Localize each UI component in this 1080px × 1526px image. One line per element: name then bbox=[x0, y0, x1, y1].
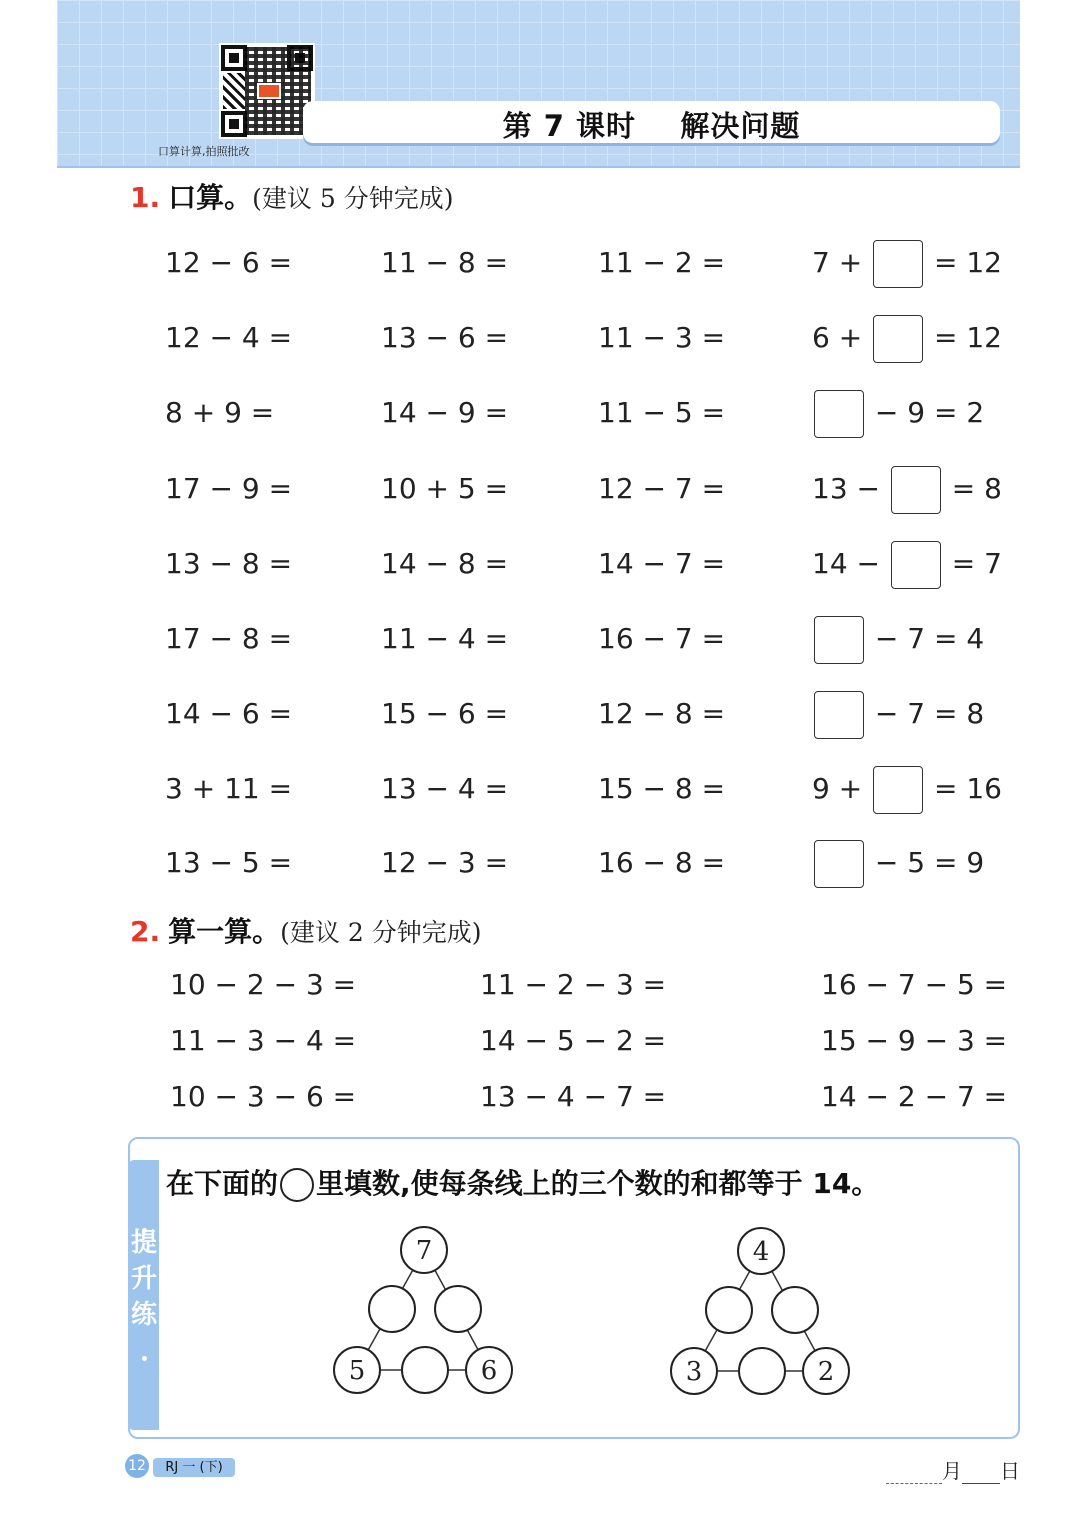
math-problem: 12 − 6 = bbox=[165, 246, 293, 279]
problem-suffix: = 12 bbox=[925, 321, 1002, 354]
math-problem: 11 − 2 = bbox=[598, 246, 726, 279]
blank-circle[interactable] bbox=[402, 1347, 448, 1393]
circle-number: 3 bbox=[685, 1357, 703, 1387]
blank-circle[interactable] bbox=[369, 1286, 415, 1332]
question-text-after: 里填数,使每条线上的三个数的和都等于 14。 bbox=[316, 1167, 880, 1200]
circle-number: 6 bbox=[480, 1356, 498, 1386]
qr-caption: 口算计算,拍照批改 bbox=[158, 145, 250, 158]
circle-number: 2 bbox=[817, 1357, 835, 1387]
circle-number: 7 bbox=[415, 1236, 433, 1266]
math-problem: 11 − 3 = bbox=[598, 321, 726, 354]
month-label: 月 bbox=[942, 1459, 962, 1483]
math-problem: 10 − 3 − 6 = bbox=[170, 1080, 357, 1113]
day-label: 日 bbox=[1000, 1459, 1020, 1483]
math-problem: 11 − 5 = bbox=[598, 396, 726, 429]
qr-finder-pattern bbox=[221, 111, 247, 137]
problem-prefix: 7 + bbox=[812, 246, 872, 279]
page-number: 12 bbox=[125, 1454, 149, 1478]
math-problem: 14 − 7 = bbox=[598, 547, 726, 580]
math-problem: 16 − 8 = bbox=[598, 846, 726, 879]
answer-box[interactable] bbox=[814, 616, 864, 664]
answer-box[interactable] bbox=[873, 240, 923, 288]
math-problem: 15 − 8 = bbox=[598, 772, 726, 805]
missing-number-problem bbox=[812, 689, 984, 739]
problem-suffix: = 7 bbox=[942, 547, 1002, 580]
section-2-number: 2. bbox=[130, 915, 161, 948]
missing-number-problem bbox=[812, 464, 1002, 514]
problem-prefix: 6 + bbox=[812, 321, 872, 354]
blank-circle[interactable] bbox=[739, 1348, 785, 1394]
problem-suffix: − 7 = 4 bbox=[866, 622, 985, 655]
blank-circle[interactable] bbox=[435, 1286, 481, 1332]
math-problem: 13 − 4 − 7 = bbox=[480, 1080, 667, 1113]
lesson-title-bar bbox=[303, 101, 1000, 143]
math-problem: 11 − 2 − 3 = bbox=[480, 968, 667, 1001]
math-problem: 11 − 3 − 4 = bbox=[170, 1024, 357, 1057]
answer-box[interactable] bbox=[891, 541, 941, 589]
missing-number-problem bbox=[812, 614, 984, 664]
answer-box[interactable] bbox=[814, 691, 864, 739]
date-field bbox=[886, 1455, 1020, 1484]
section-1-heading bbox=[130, 176, 453, 216]
missing-number-problem bbox=[812, 764, 1002, 814]
math-problem: 14 − 2 − 7 = bbox=[821, 1080, 1008, 1113]
problem-suffix: = 16 bbox=[925, 772, 1002, 805]
challenge-tab-label bbox=[131, 1225, 157, 1333]
tab-char: 提 bbox=[131, 1228, 158, 1258]
missing-number-problem bbox=[812, 238, 1002, 288]
problem-prefix: 14 − bbox=[812, 547, 889, 580]
math-problem: 14 − 9 = bbox=[381, 396, 509, 429]
answer-box[interactable] bbox=[814, 840, 864, 888]
math-problem: 15 − 6 = bbox=[381, 697, 509, 730]
qr-finder-pattern bbox=[221, 45, 247, 71]
math-problem: 16 − 7 = bbox=[598, 622, 726, 655]
math-problem: 14 − 6 = bbox=[165, 697, 293, 730]
problem-suffix: − 9 = 2 bbox=[866, 396, 985, 429]
answer-box[interactable] bbox=[873, 315, 923, 363]
answer-box[interactable] bbox=[814, 390, 864, 438]
math-problem: 10 + 5 = bbox=[381, 472, 509, 505]
circle-icon bbox=[280, 1168, 314, 1202]
problem-suffix: = 12 bbox=[925, 246, 1002, 279]
tab-char: 练 bbox=[131, 1300, 158, 1330]
math-problem: 12 − 7 = bbox=[598, 472, 726, 505]
math-problem: 11 − 4 = bbox=[381, 622, 509, 655]
problem-prefix: 13 − bbox=[812, 472, 889, 505]
math-problem: 3 + 11 = bbox=[165, 772, 293, 805]
problem-suffix: − 7 = 8 bbox=[866, 697, 985, 730]
section-1-note: (建议 5 分钟完成) bbox=[252, 184, 454, 213]
number-triangle bbox=[670, 1226, 860, 1401]
missing-number-problem bbox=[812, 388, 984, 438]
blank-circle[interactable] bbox=[772, 1287, 818, 1333]
blank-circle[interactable] bbox=[706, 1287, 752, 1333]
book-label: RJ 一 (下) bbox=[153, 1458, 235, 1477]
math-problem: 8 + 9 = bbox=[165, 396, 275, 429]
math-problem: 12 − 4 = bbox=[165, 321, 293, 354]
question-text-before: 在下面的 bbox=[166, 1167, 279, 1200]
math-problem: 14 − 5 − 2 = bbox=[480, 1024, 667, 1057]
qr-logo-icon bbox=[257, 83, 281, 99]
section-2-note: (建议 2 分钟完成) bbox=[280, 918, 482, 947]
math-problem: 12 − 8 = bbox=[598, 697, 726, 730]
problem-suffix: − 5 = 9 bbox=[866, 846, 985, 879]
number-triangle bbox=[333, 1225, 523, 1400]
math-problem: 12 − 3 = bbox=[381, 846, 509, 879]
qr-code[interactable] bbox=[219, 43, 315, 139]
section-1-title: 口算。 bbox=[168, 181, 253, 214]
tab-dot bbox=[142, 1356, 147, 1361]
day-blank[interactable] bbox=[962, 1463, 1000, 1484]
answer-box[interactable] bbox=[891, 466, 941, 514]
math-problem: 10 − 2 − 3 = bbox=[170, 968, 357, 1001]
section-1-number: 1. bbox=[130, 181, 161, 214]
math-problem: 15 − 9 − 3 = bbox=[821, 1024, 1008, 1057]
problem-prefix: 9 + bbox=[812, 772, 872, 805]
circle-number: 4 bbox=[752, 1237, 770, 1267]
math-problem: 17 − 9 = bbox=[165, 472, 293, 505]
month-blank[interactable] bbox=[886, 1463, 942, 1484]
challenge-question bbox=[166, 1162, 879, 1202]
missing-number-problem bbox=[812, 539, 1002, 589]
math-problem: 17 − 8 = bbox=[165, 622, 293, 655]
math-problem: 16 − 7 − 5 = bbox=[821, 968, 1008, 1001]
answer-box[interactable] bbox=[873, 766, 923, 814]
section-2-title: 算一算。 bbox=[168, 915, 281, 948]
math-problem: 13 − 8 = bbox=[165, 547, 293, 580]
math-problem: 14 − 8 = bbox=[381, 547, 509, 580]
circle-number: 5 bbox=[348, 1356, 366, 1386]
math-problem: 13 − 5 = bbox=[165, 846, 293, 879]
problem-suffix: = 8 bbox=[942, 472, 1002, 505]
qr-modules bbox=[223, 73, 245, 109]
math-problem: 13 − 6 = bbox=[381, 321, 509, 354]
lesson-title: 第 7 课时 解决问题 bbox=[502, 109, 801, 143]
math-problem: 11 − 8 = bbox=[381, 246, 509, 279]
missing-number-problem bbox=[812, 313, 1002, 363]
tab-char: 升 bbox=[131, 1264, 158, 1294]
math-problem: 13 − 4 = bbox=[381, 772, 509, 805]
missing-number-problem bbox=[812, 838, 984, 888]
page-header bbox=[57, 0, 1020, 168]
section-2-heading bbox=[130, 910, 481, 950]
